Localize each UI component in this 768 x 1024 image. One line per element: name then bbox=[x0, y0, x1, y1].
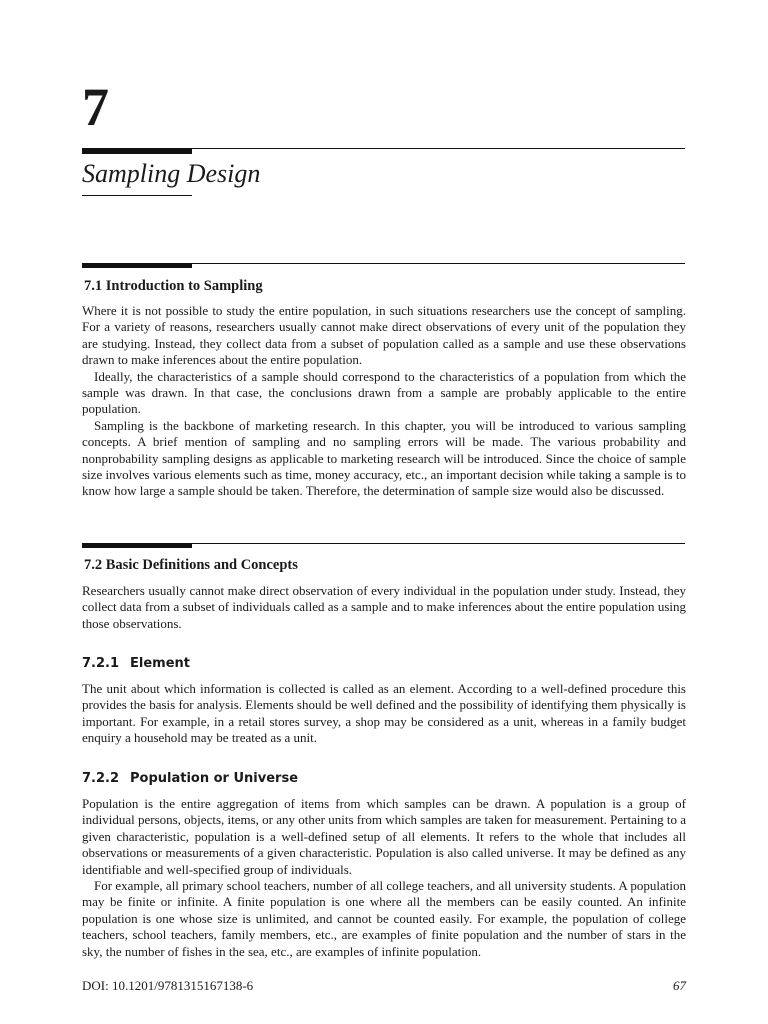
subsection-title: Element bbox=[130, 656, 190, 671]
paragraph: Ideally, the characteristics of a sample should correspond to the characteristics of a population from which the sample was drawn. In that case, the conclusions drawn from a sample are probably applicable to the entire population. bbox=[82, 368, 686, 417]
paragraph: Where it is not possible to study the entire population, in such situations researchers use the concept of sampling. For a variety of reasons, researchers usually cannot make direct observations of every unit of the population they are studying. Instead, they collect data from a subset of population called as a sample and use these observations drawn to make inferences about the entire population. bbox=[82, 303, 686, 368]
subsection-number: 7.2.1 bbox=[82, 656, 120, 671]
section-heading-7-2: 7.2 Basic Definitions and Concepts bbox=[84, 557, 298, 573]
subsection-title: Population or Universe bbox=[130, 771, 299, 786]
paragraph: The unit about which information is collected is called as an element. According to a well-defined procedure this provides the basis for analysis. Elements should be well defined and the possibility of identifying them physically is important. For example, in a retail stores survey, a shop may be considered as a unit, whereas in a family budget enquiry a household may be treated as a unit. bbox=[82, 681, 686, 746]
title-underline bbox=[82, 195, 192, 196]
chapter-title: Sampling Design bbox=[82, 159, 261, 188]
document-page bbox=[82, 0, 686, 1024]
section-rule-7-1 bbox=[82, 263, 685, 268]
paragraph: For example, all primary school teachers, number of all college teachers, and all university students. A population may be finite or infinite. A finite population is one where all the members can be easily counted. An infinite population is one whose size is unlimited, and cannot be counted easily. For example, the population of college teachers, school teachers, family members, etc., are examples of finite population and the number of stars in the sky, the number of fishes in the sea, etc., are examples of infinite population. bbox=[82, 878, 686, 959]
paragraph: Sampling is the backbone of marketing research. In this chapter, you will be introduced to various sampling concepts. A brief mention of sampling and no sampling errors will be made. The various probability and nonprobability sampling designs as applicable to marketing research will be introduced. Since the choice of sample size involves various elements such as time, money accuracy, etc., an important decision while taking a sample is to know how large a sample should be taken. Therefore, the determination of sample size would also be discussed. bbox=[82, 417, 686, 499]
chapter-rule bbox=[82, 148, 685, 154]
doi-text: DOI: 10.1201/9781315167138-6 bbox=[82, 978, 254, 993]
subsection-heading-7-2-1 bbox=[82, 656, 190, 672]
paragraph: Population is the entire aggregation of items from which samples can be drawn. A population is a group of individual persons, objects, items, or any other units from which samples are taken for measurement. Pertaining to a given characteristic, population is a well-defined setup of all elements. It refers to the whole that includes all observations or measurements of a given characteristic. Population is also called universe. It may be defined as any identifiable and well-specified group of individuals. bbox=[82, 796, 686, 877]
subsection-heading-7-2-2 bbox=[82, 771, 298, 787]
paragraph: Researchers usually cannot make direct observation of every individual in the population under study. Instead, they collect data from a subset of individuals called as a sample and to make inferences about the entire population using those observations. bbox=[82, 583, 686, 631]
section-heading-7-1: 7.1 Introduction to Sampling bbox=[84, 278, 263, 294]
page-number: 67 bbox=[673, 978, 686, 993]
section-7-1-body bbox=[82, 303, 686, 500]
section-7-2-body bbox=[82, 583, 686, 632]
subsection-7-2-1-body bbox=[82, 681, 686, 747]
section-rule-7-2 bbox=[82, 543, 685, 548]
subsection-7-2-2-body bbox=[82, 796, 686, 960]
chapter-number: 7 bbox=[82, 77, 109, 137]
subsection-number: 7.2.2 bbox=[82, 771, 120, 786]
